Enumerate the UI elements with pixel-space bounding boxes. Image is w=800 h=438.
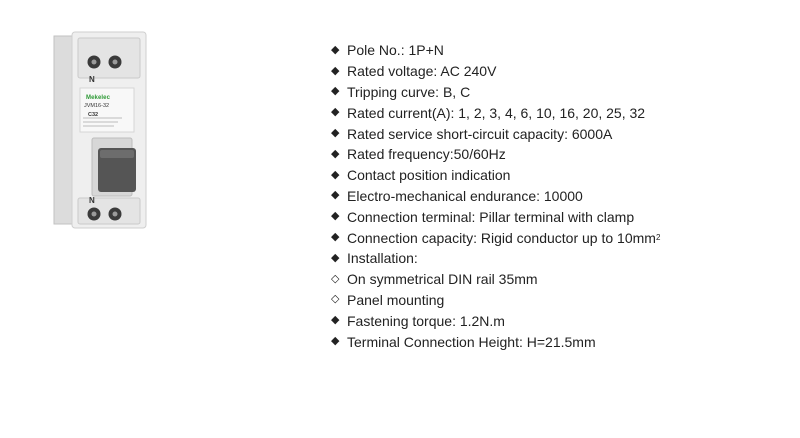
spec-text: Installation: bbox=[347, 250, 418, 267]
bullet-icon: ◆ bbox=[331, 147, 340, 160]
bullet-icon: ◆ bbox=[331, 168, 340, 181]
brand-label: Mekelec bbox=[86, 95, 111, 101]
bullet-icon: ◆ bbox=[331, 106, 340, 119]
spec-text: Fastening torque: 1.2N.m bbox=[347, 312, 505, 329]
spec-item bbox=[331, 310, 660, 331]
neutral-bottom-label: N bbox=[89, 196, 95, 205]
spec-item bbox=[331, 165, 660, 186]
spec-item bbox=[331, 102, 660, 123]
spec-text: Terminal Connection Height: H=21.5mm bbox=[347, 333, 596, 350]
spec-text: Electro-mechanical endurance: 10000 bbox=[347, 187, 583, 204]
hollow-bullet-icon: ◇ bbox=[331, 272, 340, 285]
spec-item bbox=[331, 248, 660, 269]
spec-text: Connection terminal: Pillar terminal with clamp bbox=[347, 208, 635, 225]
spec-text: Tripping curve: B, C bbox=[347, 83, 471, 100]
spec-item bbox=[331, 269, 660, 290]
spec-text: Panel mounting bbox=[347, 291, 445, 308]
model-label: JVM16-32 bbox=[84, 103, 110, 109]
bullet-icon: ◆ bbox=[331, 43, 340, 56]
bullet-icon: ◆ bbox=[331, 85, 340, 98]
bullet-icon: ◆ bbox=[331, 64, 340, 77]
spec-text: Pole No.: 1P+N bbox=[347, 42, 444, 59]
spec-item bbox=[331, 82, 660, 103]
spec-item bbox=[331, 206, 660, 227]
spec-item bbox=[331, 290, 660, 311]
rating-label: C32 bbox=[88, 112, 99, 118]
spec-item bbox=[331, 227, 660, 248]
spec-list bbox=[331, 40, 660, 352]
spec-text: Contact position indication bbox=[347, 167, 511, 184]
spec-item bbox=[331, 186, 660, 207]
bullet-icon: ◆ bbox=[331, 231, 340, 244]
spec-item bbox=[331, 61, 660, 82]
bullet-icon: ◆ bbox=[331, 314, 340, 327]
circuit-breaker-image bbox=[52, 30, 150, 230]
spec-item bbox=[331, 144, 660, 165]
bullet-icon: ◆ bbox=[331, 251, 340, 264]
spec-item bbox=[331, 40, 660, 61]
spec-text: Rated voltage: AC 240V bbox=[347, 63, 497, 80]
superscript: 2 bbox=[655, 233, 661, 243]
breaker-body-graphic bbox=[52, 30, 150, 230]
bullet-icon: ◆ bbox=[331, 210, 340, 223]
bullet-icon: ◆ bbox=[331, 189, 340, 202]
spec-text: Connection capacity: Rigid conductor up to 10mm bbox=[347, 229, 656, 246]
spec-item bbox=[331, 123, 660, 144]
bullet-icon: ◆ bbox=[331, 335, 340, 348]
spec-text: On symmetrical DIN rail 35mm bbox=[347, 271, 538, 288]
spec-text: Rated service short-circuit capacity: 6000A bbox=[347, 125, 613, 142]
spec-text: Rated frequency:50/60Hz bbox=[347, 146, 506, 163]
spec-text: Rated current(A): 1, 2, 3, 4, 6, 10, 16, 20, 25, 32 bbox=[347, 104, 646, 121]
spec-item bbox=[331, 331, 660, 352]
neutral-top-label: N bbox=[89, 75, 95, 84]
hollow-bullet-icon: ◇ bbox=[331, 293, 340, 306]
bullet-icon: ◆ bbox=[331, 127, 340, 140]
